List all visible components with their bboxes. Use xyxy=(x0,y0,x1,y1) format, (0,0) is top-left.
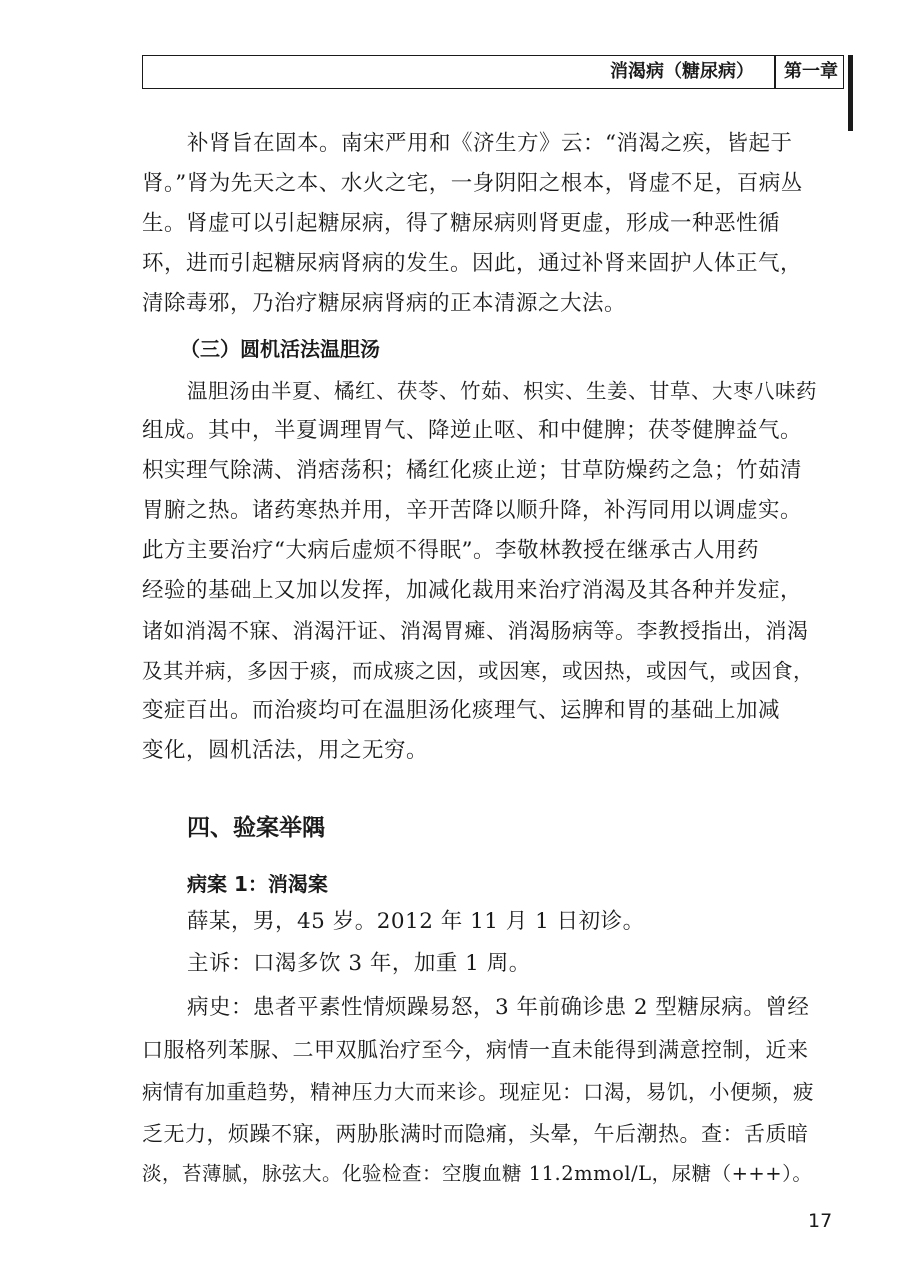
paragraph-line: 组成。其中，半夏调理胃气、降逆止呕、和中健脾；茯苓健脾益气。 xyxy=(142,418,803,443)
subsection-heading: （三）圆机活法温胆汤 xyxy=(180,337,380,361)
paragraph-line: 清除毒邪，乃治疗糖尿病肾病的正本清源之大法。 xyxy=(142,291,627,316)
paragraph-line: 此方主要治疗“大病后虚烦不得眠”。李敬林教授在继承古人用药 xyxy=(142,538,759,563)
chapter-tab-marker xyxy=(848,55,853,131)
section-heading: 四、验案举隅 xyxy=(187,815,325,841)
paragraph-line: 枳实理气除满、消痞荡积；橘红化痰止逆；甘草防燥药之急；竹茹清 xyxy=(142,458,803,483)
paragraph-line: 补肾旨在固本。南宋严用和《济生方》云：“消渴之疾，皆起于 xyxy=(187,131,793,156)
history-line: 乏无力，烦躁不寐，两胁胀满时而隐痛，头晕，午后潮热。查：舌质暗 xyxy=(142,1122,809,1146)
paragraph-line: 及其并病，多因于痰，而成痰之因，或因寒，或因热，或因气，或因食， xyxy=(142,659,814,683)
case-title: 病案 1：消渴案 xyxy=(187,872,328,896)
history-line: 淡，苔薄腻，脉弦大。化验检查：空腹血糖 11.2mmol/L，尿糖（+++）。 xyxy=(142,1162,813,1185)
running-header-chapter-number: 第一章 xyxy=(784,61,838,82)
history-line: 病情有加重趋势，精神压力大而来诊。现症见：口渴，易饥，小便频，疲 xyxy=(142,1080,814,1104)
paragraph-line: 变症百出。而治痰均可在温胆汤化痰理气、运脾和胃的基础上加减 xyxy=(142,698,781,723)
paragraph-line: 经验的基础上又加以发挥，加减化裁用来治疗消渴及其各种并发症， xyxy=(142,578,803,603)
paragraph-line: 生。肾虚可以引起糖尿病，得了糖尿病则肾更虚，形成一种恶性循 xyxy=(142,211,781,236)
paragraph-line: 肾。”肾为先天之本、水火之宅，一身阴阳之根本，肾虚不足，百病丛 xyxy=(142,171,803,196)
case-info-line: 薛某，男，45 岁。2012 年 11 月 1 日初诊。 xyxy=(187,909,645,934)
page-number: 17 xyxy=(808,1210,833,1232)
paragraph-line: 温胆汤由半夏、橘红、茯苓、竹茹、枳实、生姜、甘草、大枣八味药 xyxy=(187,379,817,403)
paragraph-line: 胃腑之热。诸药寒热并用，辛开苦降以顺升降，补泻同用以调虚实。 xyxy=(142,498,803,523)
paragraph-line: 诸如消渴不寐、消渴汗证、消渴胃瘫、消渴肠病等。李教授指出，消渴 xyxy=(142,619,809,643)
running-header-divider xyxy=(774,55,776,89)
paragraph-line: 环，进而引起糖尿病肾病的发生。因此，通过补肾来固护人体正气， xyxy=(142,251,803,276)
paragraph-line: 变化，圆机活法，用之无穷。 xyxy=(142,738,429,763)
running-header-chapter-title: 消渴病（糖尿病） xyxy=(610,61,754,82)
chief-complaint-line: 主诉：口渴多饮 3 年，加重 1 周。 xyxy=(187,951,531,976)
history-line: 口服格列苯脲、二甲双胍治疗至今，病情一直未能得到满意控制，近来 xyxy=(142,1038,809,1062)
history-line: 病史：患者平素性情烦躁易怒，3 年前确诊患 2 型糖尿病。曾经 xyxy=(187,995,810,1020)
